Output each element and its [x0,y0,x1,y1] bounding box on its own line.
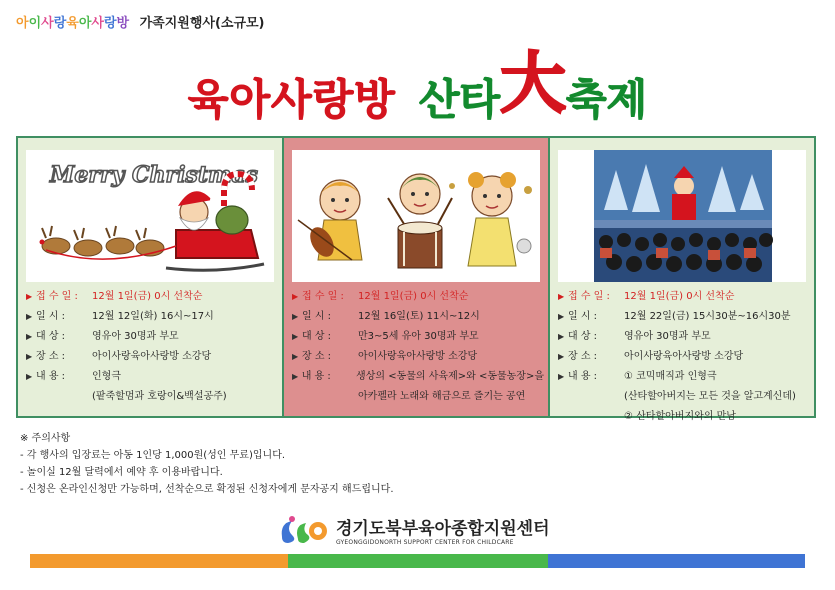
content-continuation: (산타할아버지는 모든 것을 알고계신데) [624,391,796,402]
event-panel-3 [550,138,814,422]
row-date-time: ▶ 일 시 : 12월 16일(토) 11시~12시 [292,311,480,322]
row-content: ▶ 내 용 : ① 코믹매직과 인형극 [558,371,717,382]
brand-char: 육 [66,16,79,31]
row-content: ▶ 내 용 : 인형극 [26,371,121,382]
event-info-2 [292,290,544,410]
brand-char: 사 [41,16,54,31]
row-receipt-date: ▶ 접 수 일 : 12월 1일(금) 0시 선착순 [558,291,735,302]
brand-char: 방 [116,16,130,31]
merry-christmas-text: Merry Christmas [50,162,258,188]
brand-char: 랑 [103,16,117,31]
color-bar-orange [30,554,288,568]
row-place: ▶ 장 소 : 아이사랑육아사랑방 소강당 [292,351,478,362]
center-name-english: GYEONGGIDONORTH SUPPORT CENTER FOR CHILDCARE [336,539,514,546]
content-continuation: ② 산타할아버지와의 만남 [624,411,736,422]
row-receipt-date: ▶ 접 수 일 : 12월 1일(금) 0시 선착순 [292,291,469,302]
row-date-time: ▶ 일 시 : 12월 12일(화) 16시~17시 [26,311,214,322]
event-panel-2 [284,138,550,416]
content-continuation: 아카펠라 노래와 해금으로 즐기는 공연 [358,391,526,402]
color-bar-blue [548,554,805,568]
row-content: ▶ 내 용 : 생상의 <동물의 사육제>와 <동물농장>을 [292,371,544,382]
title-part1: 육아사랑방 [187,75,396,124]
event-panel-1 [18,138,284,416]
notice-heading: ※ 주의사항 [20,433,71,444]
brand-char: 아 [16,16,29,31]
row-target: ▶ 대 상 : 영유아 30명과 부모 [558,331,711,342]
merry-christmas-santa-sleigh-image [26,150,274,282]
brand-name [16,16,129,31]
row-target: ▶ 대 상 : 만3~5세 유아 30명과 부모 [292,331,479,342]
event-info-1 [26,290,278,410]
header [16,12,265,31]
brand-char: 아 [78,16,92,31]
title-part3: 축제 [565,75,648,124]
brand-char: 이 [28,16,42,31]
center-name: 경기도북부육아종합지원센터 [336,519,550,539]
santa-stage-audience-photo [558,150,806,282]
event-panels [16,136,816,422]
header-subtitle: 가족지원행사(소규모) [139,16,265,31]
title-part2: 산타 [418,75,500,124]
page-title [0,38,835,133]
row-receipt-date: ▶ 접 수 일 : 12월 1일(금) 0시 선착순 [26,291,203,302]
children-playing-instruments-image [292,150,540,282]
event-info-3 [558,290,810,430]
brand-char: 랑 [53,16,67,31]
notice-item: - 놀이실 12월 달력에서 예약 후 이용바랍니다. [20,467,223,478]
title-big-char: 大 [499,45,566,122]
center-logo [278,513,550,547]
color-bar-green [288,554,548,568]
row-target: ▶ 대 상 : 영유아 30명과 부모 [26,331,179,342]
center-logo-icon [278,513,330,547]
row-date-time: ▶ 일 시 : 12월 22일(금) 15시30분~16시30분 [558,311,791,322]
notice-item: - 신청은 온라인신청만 가능하며, 선착순으로 확정된 신청자에게 문자공지 해드립니다. [20,484,394,495]
row-place: ▶ 장 소 : 아이사랑육아사랑방 소강당 [26,351,212,362]
row-place: ▶ 장 소 : 아이사랑육아사랑방 소강당 [558,351,744,362]
notice-item: - 각 행사의 입장료는 아동 1인당 1,000원(성인 무료)입니다. [20,450,286,461]
content-continuation: (팥죽할멈과 호랑이&백설공주) [92,391,227,402]
notice-section [20,430,394,498]
brand-char: 사 [91,16,104,31]
